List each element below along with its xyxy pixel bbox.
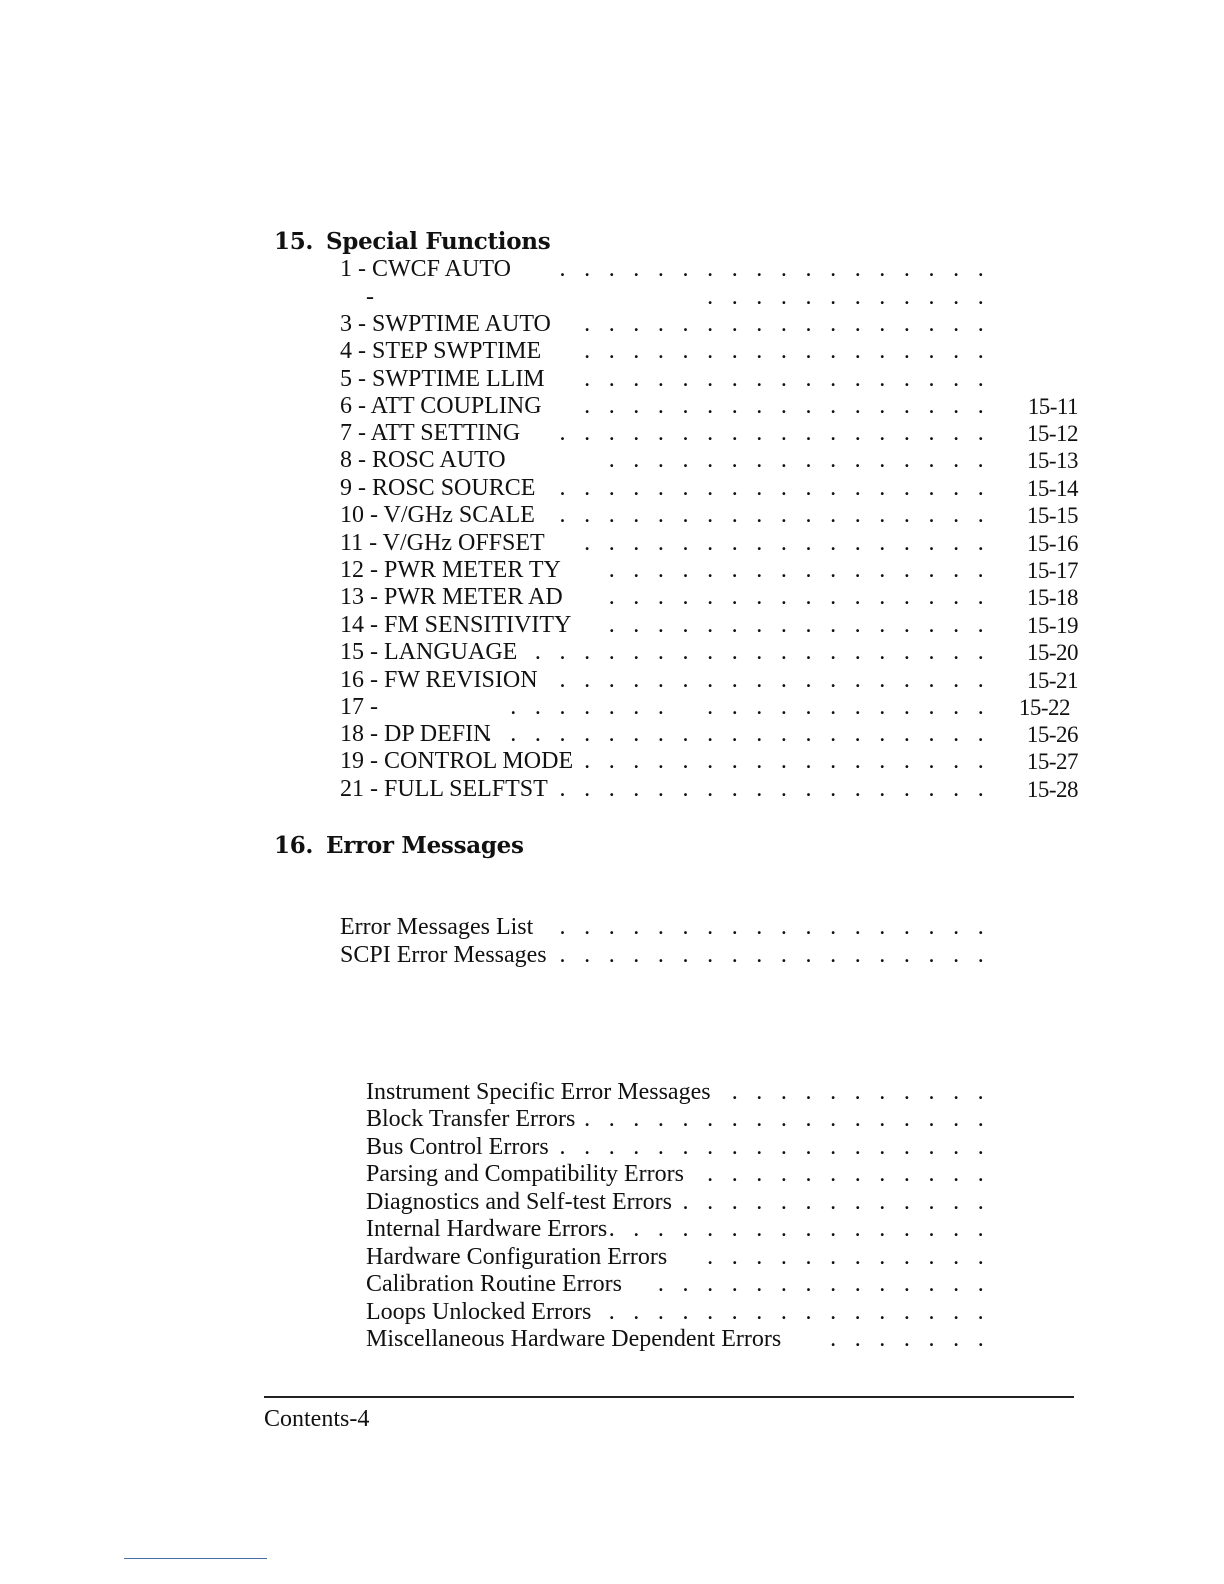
toc-row[interactable] (340, 338, 1080, 365)
toc-leader-dots: . . . . . . . . . . . . . . . . (608, 1299, 990, 1325)
toc-row[interactable] (340, 256, 1080, 283)
bottom-divider (124, 1558, 267, 1559)
toc-leader-dots: . . . . . . . . . . . . . . . . . (584, 311, 990, 337)
toc-row[interactable] (340, 694, 1080, 721)
toc-row[interactable] (340, 311, 1080, 338)
toc-leader-dots: . . . . . . . . . . . . . . . . . (584, 530, 990, 556)
toc-leader-dots: . . . . . . . . . . . . . . . . . (584, 366, 990, 392)
toc-label: - (366, 284, 374, 310)
toc-leader-dots: . . . . . . . . . . . . . . . . (608, 612, 990, 638)
toc-label: Parsing and Compatibility Errors (366, 1161, 684, 1187)
toc-leader-dots: . . . . . . . . . . . . . . . . . . (559, 256, 990, 282)
toc-leader-dots: . . . . . . . . . . . . . . . . . . (559, 502, 990, 528)
section-number: 16. (274, 832, 314, 859)
toc-leader-dots: . . . . . . . . . . . . . . . . (608, 584, 990, 610)
toc-leader-dots: . . . . . . . . . . . . . . . . . . (559, 475, 990, 501)
toc-row[interactable] (340, 584, 1080, 611)
toc-label: 13 - PWR METER AD (340, 584, 563, 610)
toc-label: 1 - CWCF AUTO (340, 256, 511, 282)
toc-leader-dots: . . . . . . . . . . . . . . . . . (584, 338, 990, 364)
toc-label: Error Messages List (340, 914, 534, 940)
toc-label: 11 - V/GHz OFFSET (340, 530, 545, 556)
toc-page-number: 15-11 (1027, 394, 1078, 419)
toc-row[interactable] (340, 776, 1080, 803)
toc-subrow[interactable] (366, 1189, 1080, 1216)
toc-page-number: 15-20 (1026, 640, 1078, 665)
toc-leader-dots: . . . . . . . . . . . . . . . . (608, 447, 990, 473)
toc-subrow[interactable] (366, 1216, 1080, 1243)
toc-leader-dots: . . . . . . . . . . . . . . . . . . (559, 1134, 990, 1160)
toc-label: 7 - ATT SETTING (340, 420, 521, 446)
toc-subrow[interactable] (366, 1106, 1080, 1133)
toc-leader-dots: . . . . . . . . . . . . . . . . . . . (510, 694, 990, 720)
toc-label: Bus Control Errors (366, 1134, 549, 1160)
toc-label: 16 - FW REVISION (340, 667, 538, 693)
section-title: Error Messages (326, 832, 524, 859)
toc-label: 10 - V/GHz SCALE (340, 502, 535, 528)
toc-subrow[interactable] (366, 1079, 1080, 1106)
toc-leader-dots: . . . . . . . (830, 1326, 990, 1352)
toc-leader-dots: . . . . . . . . . . . . . . . . . . (559, 420, 990, 446)
toc-page-number: 15-22 (1018, 695, 1070, 720)
toc-label: Loops Unlocked Errors (366, 1299, 592, 1325)
toc-row[interactable] (340, 502, 1080, 529)
toc-label: 21 - FULL SELFTST (340, 776, 548, 802)
section-number: 15. (274, 228, 314, 255)
toc-leader-dots: . . . . . . . . . . . . . . . . . (584, 748, 990, 774)
toc-leader-dots: . . . . . . . . . . . . . (682, 1189, 990, 1215)
toc-row[interactable] (340, 748, 1080, 775)
toc-row[interactable] (340, 667, 1080, 694)
toc-page-number: 15-14 (1026, 476, 1078, 501)
page-footer-label: Contents-4 (264, 1406, 370, 1432)
toc-row[interactable] (340, 942, 1080, 969)
toc-row[interactable] (340, 639, 1080, 666)
toc-label: 17 - (340, 694, 378, 720)
toc-page-number: 15-28 (1026, 777, 1078, 802)
toc-row[interactable] (340, 475, 1080, 502)
toc-leader-dots: . . . . . . . . . . . . (707, 1244, 990, 1270)
footer-rule (264, 1396, 1074, 1398)
toc-subrow[interactable] (366, 1244, 1080, 1271)
toc-row[interactable] (340, 420, 1080, 447)
toc-row[interactable] (340, 366, 1080, 393)
toc-leader-dots: . . . . . . . . . . . . . . . . . (584, 393, 990, 419)
toc-page-number: 15-13 (1026, 448, 1078, 473)
toc-label: 4 - STEP SWPTIME (340, 338, 542, 364)
toc-label: Miscellaneous Hardware Dependent Errors (366, 1326, 782, 1352)
toc-row[interactable] (340, 447, 1080, 474)
toc-leader-dots: . . . . . . . . . . . . (707, 284, 990, 310)
toc-leader-dots: . . . . . . . . . . . . . . . . . (584, 1106, 990, 1132)
toc-label: 19 - CONTROL MODE (340, 748, 574, 774)
toc-label: Calibration Routine Errors (366, 1271, 622, 1297)
toc-row[interactable] (340, 721, 1080, 748)
toc-label: 15 - LANGUAGE (340, 639, 518, 665)
toc-leader-dots: . . . . . . . . . . . . . . . . (608, 557, 990, 583)
toc-label: 18 - DP DEFIN (340, 721, 491, 747)
toc-leader-dots: . . . . . . . . . . . . (707, 1161, 990, 1187)
toc-label: 14 - FM SENSITIVITY (340, 612, 572, 638)
toc-label: 6 - ATT COUPLING (340, 393, 542, 419)
toc-label: SCPI Error Messages (340, 942, 547, 968)
section-16-heading (274, 832, 524, 860)
section-title: Special Functions (326, 228, 551, 255)
toc-page-number: 15-18 (1026, 585, 1078, 610)
toc-subrow[interactable] (366, 1161, 1080, 1188)
toc-leader-dots: . . . . . . . . . . . . . . . . . . (559, 942, 990, 968)
toc-page-number: 15-21 (1026, 668, 1078, 693)
toc-subrow[interactable] (366, 1299, 1080, 1326)
toc-label: 12 - PWR METER TY (340, 557, 561, 583)
section-15-heading (274, 228, 550, 256)
toc-leader-dots: . . . . . . . . . . . . . . . . . . (559, 667, 990, 693)
toc-label: Hardware Configuration Errors (366, 1244, 668, 1270)
toc-label: Internal Hardware Errors (366, 1216, 608, 1242)
toc-leader-dots: . . . . . . . . . . . (731, 1079, 990, 1105)
toc-subrow[interactable] (366, 1271, 1080, 1298)
toc-row[interactable] (340, 393, 1080, 420)
toc-page-number: 15-15 (1026, 503, 1078, 528)
toc-row[interactable] (340, 612, 1080, 639)
toc-row[interactable] (340, 530, 1080, 557)
toc-page-number: 15-12 (1026, 421, 1078, 446)
toc-page-number: 15-19 (1026, 613, 1078, 638)
toc-leader-dots: . . . . . . . . . . . . . . (657, 1271, 990, 1297)
toc-row[interactable] (340, 914, 1080, 941)
toc-label: 8 - ROSC AUTO (340, 447, 506, 473)
toc-row[interactable] (340, 284, 1080, 311)
toc-leader-dots: . . . . . . . . . . . . . . . . . . (559, 776, 990, 802)
toc-label: Diagnostics and Self-test Errors (366, 1189, 672, 1215)
toc-page-number: 15-26 (1026, 722, 1078, 747)
toc-leader-dots: . . . . . . . . . . . . . . . . . . (559, 914, 990, 940)
toc-leader-dots: . . . . . . . . . . . . . . . . (608, 1216, 990, 1242)
toc-subrow[interactable] (366, 1326, 1080, 1353)
toc-label: 5 - SWPTIME LLIM (340, 366, 545, 392)
toc-row[interactable] (340, 557, 1080, 584)
toc-label: 9 - ROSC SOURCE (340, 475, 536, 501)
toc-page-number: 15-16 (1026, 531, 1078, 556)
toc-leader-dots: . . . . . . . . . . . . . . . . . . . (534, 639, 990, 665)
toc-page-number: 15-17 (1026, 558, 1078, 583)
toc-subrow[interactable] (366, 1134, 1080, 1161)
toc-leader-dots: . . . . . . . . . . . . . . . . . . . . . (485, 721, 990, 747)
toc-label: Block Transfer Errors (366, 1106, 576, 1132)
toc-label: 3 - SWPTIME AUTO (340, 311, 551, 337)
toc-page-number: 15-27 (1026, 749, 1078, 774)
toc-label: Instrument Specific Error Messages (366, 1079, 711, 1105)
